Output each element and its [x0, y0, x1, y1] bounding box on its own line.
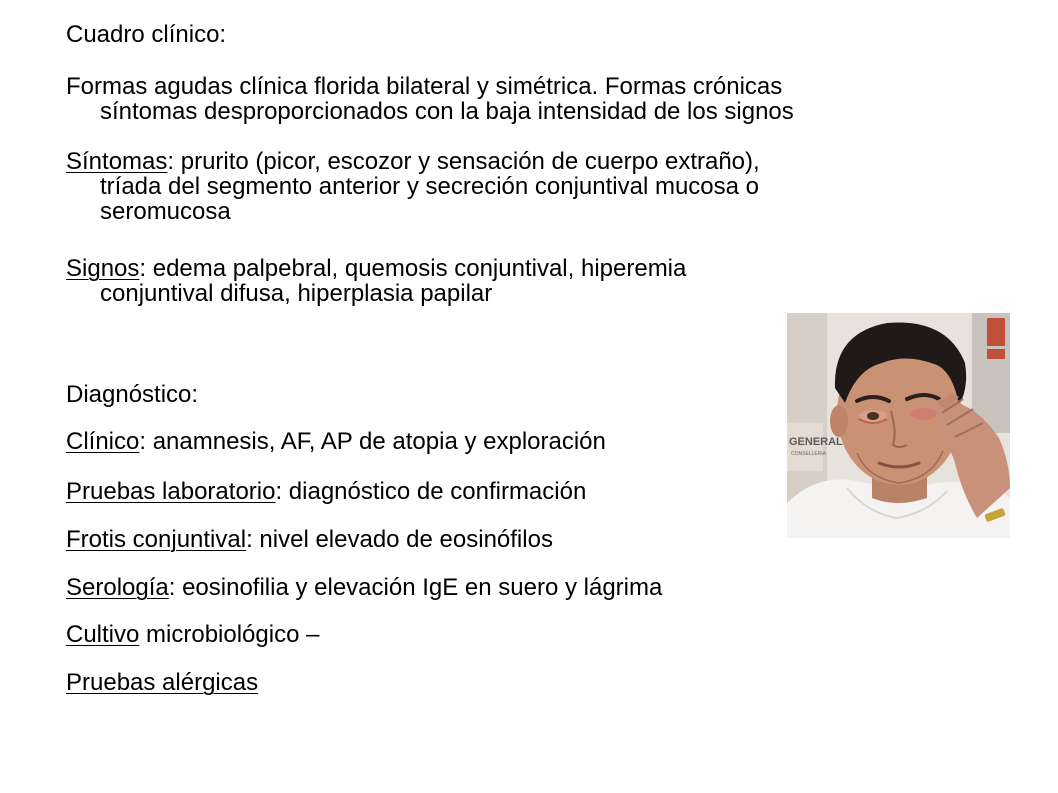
- signos-label: Signos: [66, 255, 140, 282]
- diagnostico-item: [66, 479, 586, 504]
- diagnostico-item-label: Pruebas alérgicas: [66, 669, 259, 696]
- diagnostico-item: [66, 429, 606, 454]
- diagnostico-heading: Diagnóstico:: [66, 381, 199, 408]
- signos-line-2: conjuntival difusa, hiperplasia papilar: [100, 280, 493, 307]
- diagnostico-item: [66, 670, 258, 695]
- diagnostico-item: [66, 575, 662, 600]
- patient-photo-illustration: [787, 313, 1010, 538]
- diagnostico-item-text: : diagnóstico de confirmación: [275, 478, 587, 505]
- diagnostico-item-label: Frotis conjuntival: [66, 526, 247, 553]
- sign-subtext: CONSELLERIA: [791, 451, 827, 457]
- diagnostico-item: [66, 622, 319, 647]
- signos-paragraph: [66, 256, 686, 306]
- diagnostico-item-label: Clínico: [66, 428, 140, 455]
- diagnostico-item-text: : anamnesis, AF, AP de atopia y exploración: [139, 428, 606, 455]
- diagnostico-item-text: microbiológico –: [139, 621, 320, 648]
- sintomas-label: Síntomas: [66, 148, 168, 175]
- diagnostico-item-label: Cultivo: [66, 621, 140, 648]
- sintomas-line-1: : prurito (picor, escozor y sensación de cuerpo extraño),: [167, 148, 760, 175]
- formas-line-1: Formas agudas clínica florida bilateral y simétrica. Formas crónicas: [66, 73, 783, 100]
- sintomas-line-2: tríada del segmento anterior y secreción conjuntival mucosa o: [100, 173, 760, 200]
- diagnostico-item-text: : nivel elevado de eosinófilos: [246, 526, 553, 553]
- cuadro-clinico-heading: Cuadro clínico:: [66, 21, 227, 48]
- sintomas-paragraph: [66, 149, 760, 224]
- sintomas-line-3: seromucosa: [100, 198, 231, 225]
- diagnostico-item: [66, 527, 553, 552]
- patient-photo: [787, 313, 1010, 538]
- diagnostico-item-label: Pruebas laboratorio: [66, 478, 276, 505]
- sign-text: GENERAL: [789, 436, 843, 448]
- diagnostico-item-label: Serología: [66, 574, 169, 601]
- formas-paragraph: [66, 74, 794, 124]
- formas-line-2: síntomas desproporcionados con la baja intensidad de los signos: [100, 98, 794, 125]
- signos-line-1: : edema palpebral, quemosis conjuntival, hiperemia: [139, 255, 687, 282]
- diagnostico-item-text: : eosinofilia y elevación IgE en suero y lágrima: [168, 574, 663, 601]
